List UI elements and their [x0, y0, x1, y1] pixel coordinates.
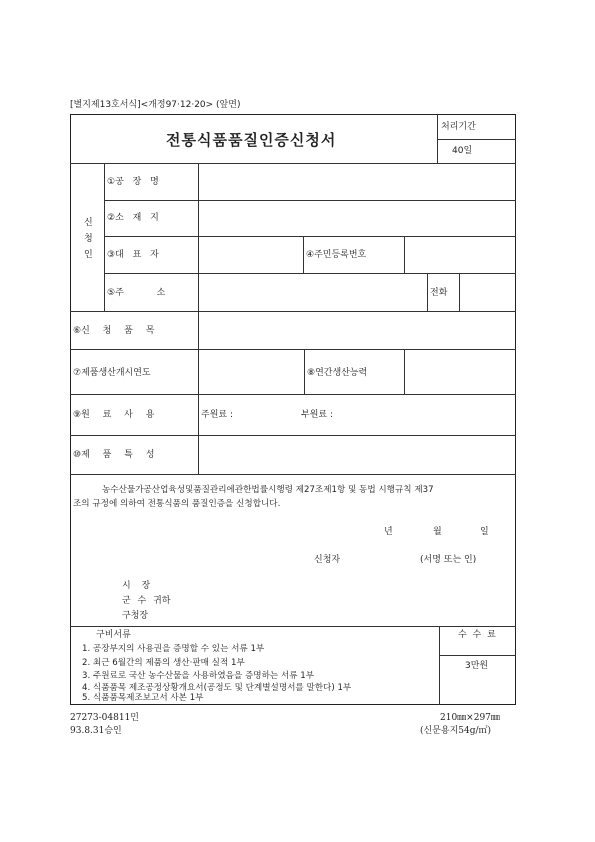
- sub-material-field[interactable]: [340, 396, 514, 433]
- representative-field[interactable]: [199, 237, 302, 272]
- location-field[interactable]: [199, 201, 515, 235]
- resident-number-label: ④주민등록번호: [306, 250, 367, 260]
- statement-line-1: 농수산물가공산업육성및품질관리에관한법률시행령 제27조제1항 및 동법 시행규칙 제37: [102, 485, 434, 495]
- main-material-field[interactable]: [240, 396, 300, 433]
- document-item-1: 1. 공장부지의 사용권을 증명할 수 있는 서류 1부: [82, 644, 265, 654]
- fee-value: 3만원: [465, 661, 489, 671]
- document-item-2: 2. 최근 6월간의 제품의 생산·판매 실적 1부: [82, 658, 245, 668]
- item-label: ⑥신 청 품 목: [73, 326, 155, 336]
- applicant-signature-label: 신청자: [314, 555, 341, 565]
- form-number: [별지제13호서식]<개정97·12·20> (앞면): [70, 100, 241, 110]
- document-item-4: 4. 식품품목 제조공정상황개요서(공정도 및 단계별설명서를 말한다) 1부: [82, 683, 352, 693]
- representative-label: ③대 표 자: [107, 250, 159, 260]
- phone-label: 전화: [430, 288, 448, 298]
- annual-capacity-field[interactable]: [405, 350, 515, 393]
- documents-heading: 구비서류: [96, 630, 131, 640]
- main-material-label: 주원료 :: [201, 410, 233, 420]
- annual-capacity-label: ⑧연간생산능력: [307, 368, 368, 378]
- location-label: ②소 재 지: [107, 213, 159, 223]
- statement-line-2: 조의 규정에 의하여 전통식품의 품질인증을 신청합니다.: [73, 499, 281, 509]
- start-year-label: ⑦제품생산개시연도: [73, 368, 151, 378]
- processing-period-label: 처리기간: [441, 122, 476, 132]
- applicant-side-label-2: 청: [84, 234, 93, 244]
- processing-period-value: 40일: [452, 146, 473, 156]
- paper-type: (신문용지54g/㎡): [420, 726, 492, 736]
- materials-label: ⑨원 료 사 용: [73, 410, 155, 420]
- recipient-mayor: 시 장: [122, 581, 151, 591]
- start-year-field[interactable]: [199, 350, 303, 393]
- address-field[interactable]: [199, 274, 426, 310]
- document-item-5: 5. 식품품목제조보고서 사본 1부: [82, 693, 204, 703]
- factory-name-field[interactable]: [199, 164, 515, 199]
- address-label: ⑤주 소: [107, 288, 166, 298]
- date-month-label: 월: [433, 527, 442, 537]
- recipient-county: 군 수 귀하: [122, 596, 171, 606]
- item-field[interactable]: [199, 312, 515, 348]
- applicant-side-label-3: 인: [84, 250, 93, 260]
- applicant-side-label-1: 신: [84, 218, 93, 228]
- form-title: 전통식품품질인증신청서: [166, 131, 337, 149]
- features-label: ⑩제 품 특 성: [73, 450, 155, 460]
- recipient-district: 구청장: [122, 611, 149, 621]
- document-item-3: 3. 주원료로 국산 농수산물을 사용하였음을 증명하는 서류 1부: [82, 671, 315, 681]
- fee-label: 수 수 료: [458, 630, 496, 640]
- paper-size: 210㎜×297㎜: [440, 713, 500, 723]
- date-year-label: 년: [384, 527, 393, 537]
- features-field[interactable]: [199, 436, 515, 473]
- phone-field[interactable]: [460, 274, 515, 310]
- form-code: 27273-04811민: [70, 713, 139, 723]
- sign-or-seal-label: (서명 또는 인): [420, 555, 477, 565]
- resident-number-field[interactable]: [405, 237, 515, 272]
- factory-name-label: ①공 장 명: [107, 177, 159, 187]
- sub-material-label: 부원료 :: [301, 410, 333, 420]
- date-day-label: 일: [480, 527, 489, 537]
- approval-date: 93.8.31승인: [70, 726, 122, 736]
